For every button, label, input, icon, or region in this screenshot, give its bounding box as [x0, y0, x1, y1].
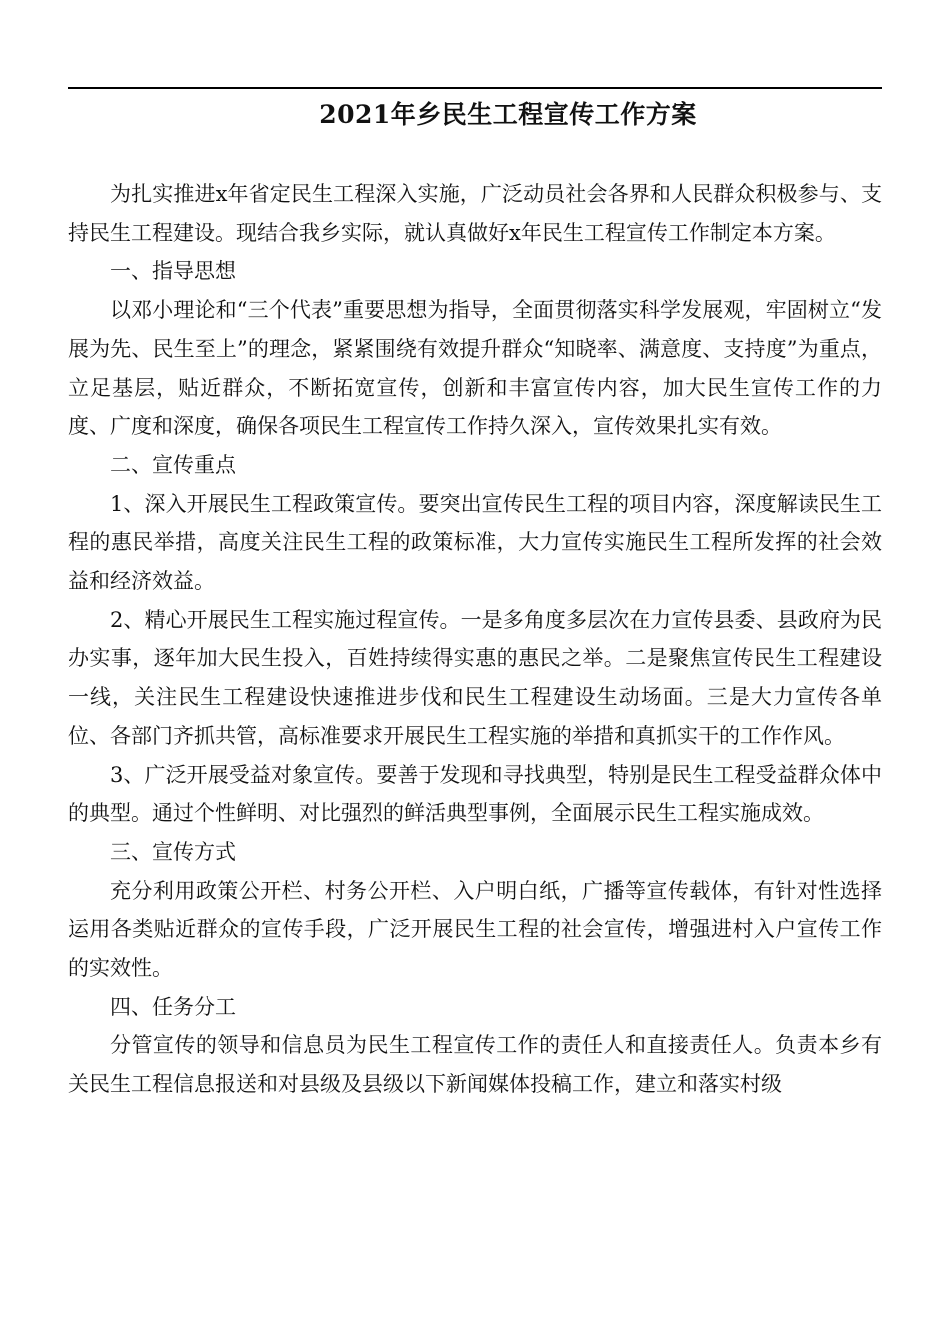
- task-division-paragraph: 分管宣传的领导和信息员为民生工程宣传工作的责任人和直接责任人。负责本乡有关民生工程信息报送和对县级及县级以下新闻媒体投稿工作，建立和落实村级: [68, 1033, 882, 1097]
- document-title: 2021年乡民生工程宣传工作方案: [319, 100, 697, 129]
- header-rule: [68, 87, 882, 89]
- document-body: [68, 175, 882, 1104]
- section-heading-task-division: 四、任务分工: [110, 994, 236, 1019]
- focus-item-2-paragraph: 2、精心开展民生工程实施过程宣传。一是多角度多层次在力宣传县委、县政府为民办实事，逐年加大民生投入，百姓持续得实惠的惠民之举。二是聚焦宣传民生工程建设一线，关注民生工程建设快速推进步伐和民生工程建设生动场面。三是大力宣传各单位、各部门齐抓共管，高标准要求开展民生工程实施的举措和真抓实干的工作作风。: [68, 607, 882, 748]
- section-heading-publicity-methods: 三、宣传方式: [110, 839, 236, 864]
- focus-item-1-paragraph: 1、深入开展民生工程政策宣传。要突出宣传民生工程的项目内容，深度解读民生工程的惠民举措，高度关注民生工程的政策标准，大力宣传实施民生工程所发挥的社会效益和经济效益。: [68, 491, 882, 594]
- publicity-methods-paragraph: 充分利用政策公开栏、村务公开栏、入户明白纸，广播等宣传载体，有针对性选择运用各类贴近群众的宣传手段，广泛开展民生工程的社会宣传，增强进村入户宣传工作的实效性。: [68, 878, 882, 981]
- guiding-ideology-paragraph: 以邓小理论和“三个代表”重要思想为指导，全面贯彻落实科学发展观，牢固树立“发展为先、民生至上”的理念，紧紧围绕有效提升群众“知晓率、满意度、支持度”为重点，立足基层，贴近群众，不断拓宽宣传，创新和丰富宣传内容，加大民生宣传工作的力度、广度和深度，确保各项民生工程宣传工作持久深入，宣传效果扎实有效。: [68, 298, 882, 439]
- intro-paragraph: 为扎实推进x年省定民生工程深入实施，广泛动员社会各界和人民群众积极参与、支持民生工程建设。现结合我乡实际，就认真做好x年民生工程宣传工作制定本方案。: [68, 182, 882, 245]
- section-heading-publicity-focus: 二、宣传重点: [110, 452, 236, 477]
- focus-item-3-paragraph: 3、广泛开展受益对象宣传。要善于发现和寻找典型，特别是民生工程受益群众体中的典型。通过个性鲜明、对比强烈的鲜活典型事例，全面展示民生工程实施成效。: [68, 762, 882, 826]
- section-heading-guiding-ideology: 一、指导思想: [110, 259, 236, 284]
